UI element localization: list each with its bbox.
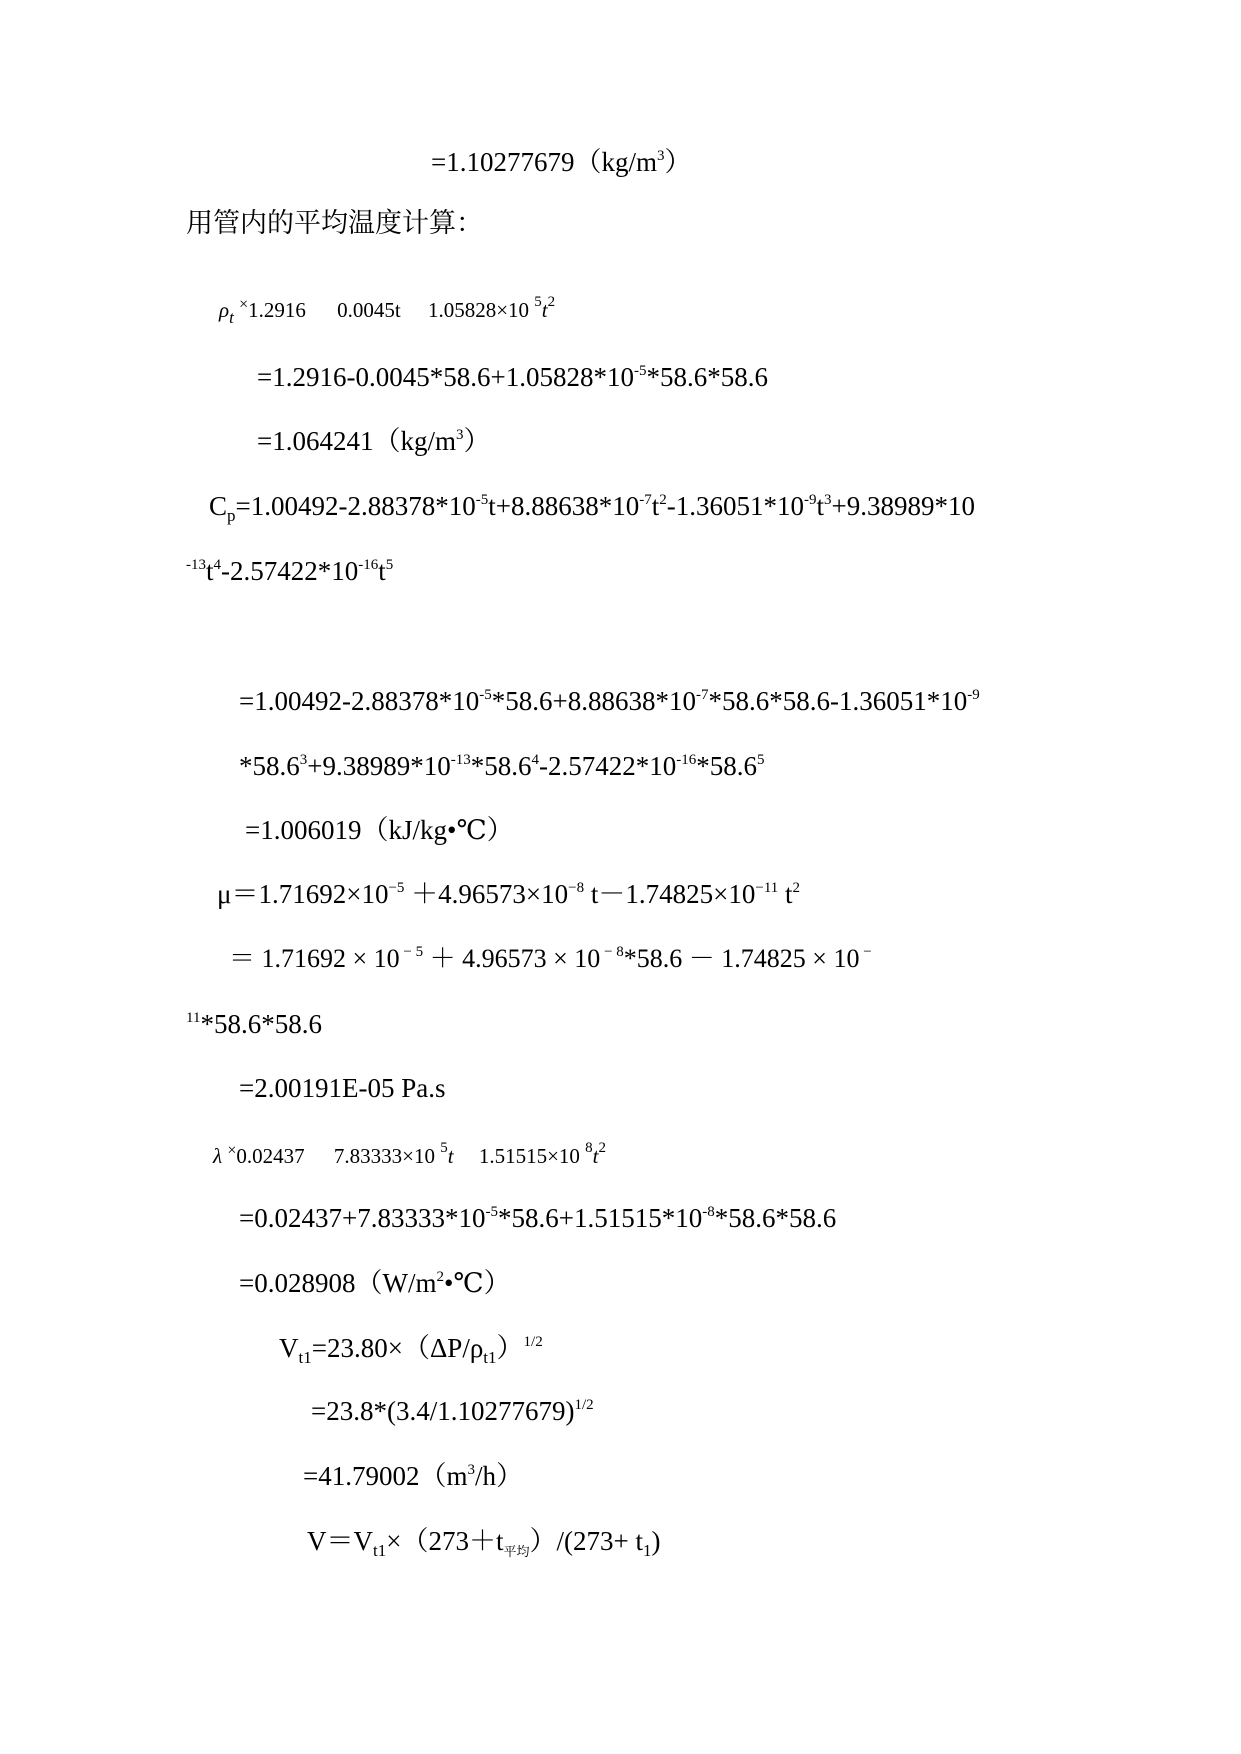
conductivity-formula: λ ×0.02437 7.83333×10 $^5$t 1.51515×10 $^8t^2$	[213, 1140, 607, 1168]
cp-substitution-line-2: $*58.6^3+9.38989*10^{-13}*58.6^4-2.57422*10^{-16}*58.6^5$	[239, 751, 765, 781]
density-result-line: $=1.10277679(kg/m^3)$	[431, 147, 692, 177]
viscosity-substitution-line-1: ＝ 1.71692 × 10 $^{- 5}$ ＋ 4.96573 × 10 $^{- 8}$*58.6 － 1.74825 × 10 −	[229, 944, 872, 973]
density-substitution: $=1.2916-0.0045*58.6+1.05828*10^{-5}*58.6*58.6$	[257, 362, 768, 392]
flow-volume-result: $=41.79002(m^3/h)$	[303, 1461, 523, 1491]
density-mean-result: $=1.064241(kg/m^3)$	[257, 426, 491, 456]
conductivity-substitution: $=0.02437+7.83333*10^{-5}*58.6+1.51515*10^{-8}*58.6*58.6$	[239, 1203, 837, 1233]
volume-correction-formula: $V=V_{t1}\times(273+t_{平均})/(273+ t_1)$	[307, 1526, 661, 1560]
cp-formula-line-2: $^{-13}t^4-2.57422*10^{-16}t^5$	[186, 556, 394, 586]
flow-velocity-substitution: $=23.8*(3.4/1.10277679)^{1/2}$	[311, 1396, 594, 1426]
viscosity-formula: $\mu=1.71692\times 10^{-5} +4.96573\times 10^{-8}$ $t-1.74825\times 10^{-11}$ $t^2$	[217, 879, 801, 909]
viscosity-substitution-line-2: $^{11}$*58.6*58.6	[186, 1009, 322, 1039]
cp-substitution-line-1: $=1.00492-2.88378*10^{-5}*58.6+8.88638*10^{-7}*58.6*58.6-1.36051*10^{-9}$	[239, 686, 980, 716]
density-formula: $\rho_t$ ×1.2916 0.0045t 1.05828×10 $^5t^2$	[219, 294, 556, 327]
viscosity-result: =2.00191E-05 Pa.s	[239, 1073, 446, 1103]
section-heading: 用管内的平均温度计算：	[186, 208, 483, 239]
cp-result: =1.006019（kJ/kg•℃）	[245, 815, 514, 845]
cp-formula-line-1: $C_p=1.00492-2.88378*10^{-5}t+8.88638*10^{-7}t^2-1.36051*10^{-9}t^3+9.38989*10$	[209, 491, 975, 525]
flow-velocity-formula: $V_{t1}=23.80\times(\Delta P/\rho_{t1})^{1/2}$	[279, 1333, 543, 1367]
conductivity-result: $=0.028908(W/m^2•℃)$	[239, 1268, 511, 1298]
